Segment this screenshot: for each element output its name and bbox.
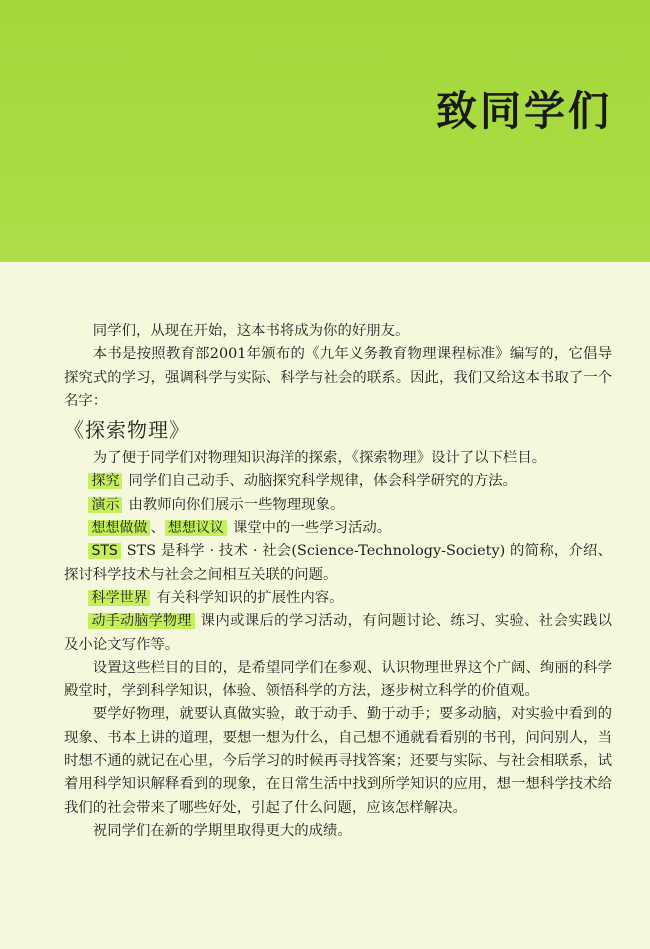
column-tag: 演示 xyxy=(88,497,122,513)
paragraph-columns-intro: 为了便于同学们对物理知识海洋的探索，《探索物理》设计了以下栏目。 xyxy=(92,450,547,467)
column-item-science-world xyxy=(64,587,612,610)
column-tag: 动手动脑学物理 xyxy=(88,613,194,629)
column-item-explore xyxy=(64,470,612,493)
letter-body xyxy=(64,320,612,843)
paragraph-greeting: 同学们，从现在开始，这本书将成为你的好朋友。 xyxy=(92,323,410,339)
header-banner xyxy=(0,0,650,262)
column-item-demo xyxy=(64,494,612,517)
column-desc: 由教师向你们展示一些物理现象。 xyxy=(128,496,345,513)
paragraph-intro: 本书是按照教育部2001年颁布的《九年义务教育物理课程标准》编写的，它倡导探究式的学习，强调科学与实际、科学与社会的联系。因此，我们又给这本书取了一个名字： xyxy=(64,346,612,409)
column-item-hands-on xyxy=(64,610,612,657)
column-tag: 想想议议 xyxy=(165,520,227,536)
column-desc: 有关科学知识的扩展性内容。 xyxy=(156,589,344,606)
column-desc: STS 是科学 · 技术 · 社会(Science-Technology-Society) 的简称，介绍、探讨科学技术与社会之间相互关联的问题。 xyxy=(64,543,612,583)
column-desc: 同学们自己动手、动脑探究科学规律，体会科学研究的方法。 xyxy=(128,473,518,490)
paragraph-purpose: 设置这些栏目的目的，是希望同学们在参观、认识物理世界这个广阔、绚丽的科学殿堂时，学到科学知识，体验、领悟科学的方法，逐步树立科学的价值观。 xyxy=(64,659,612,700)
column-desc: 课内或课后的学习活动，有问题讨论、练习、实验、社会实践以及小论文写作等。 xyxy=(64,613,612,653)
paragraph-wishes: 祝同学们在新的学期里取得更大的成绩。 xyxy=(92,822,352,839)
page-title: 致同学们 xyxy=(436,87,612,135)
column-tag: 想想做做 xyxy=(88,520,150,536)
book-name: 《探索物理》 xyxy=(64,418,190,443)
column-item-sts xyxy=(64,540,612,587)
paragraph-advice: 要学好物理，就要认真做实验，敢于动手、勤于动手；要多动脑，对实验中看到的现象、书本上讲的道理，要想一想为什么，自己想不通就看看别的书刊，问问别人，当时想不通的就记在心里，今后学习的时候再寻找答案；还要与实际、与社会相联系，试着用科学知识解释看到的现象，在日常生活中找到所学知识的应用，想一想科学技术给我们的社会带来了哪些好处，引起了什么问题，应该怎样解决。 xyxy=(64,706,612,816)
column-tag: 探究 xyxy=(88,473,122,489)
column-tag: 科学世界 xyxy=(88,590,150,606)
column-item-think: 想想做做 、 想想议议 课堂中的一些学习活动。 xyxy=(64,517,612,540)
column-desc: 课堂中的一些学习活动。 xyxy=(232,520,392,537)
column-tag: STS xyxy=(88,543,120,559)
